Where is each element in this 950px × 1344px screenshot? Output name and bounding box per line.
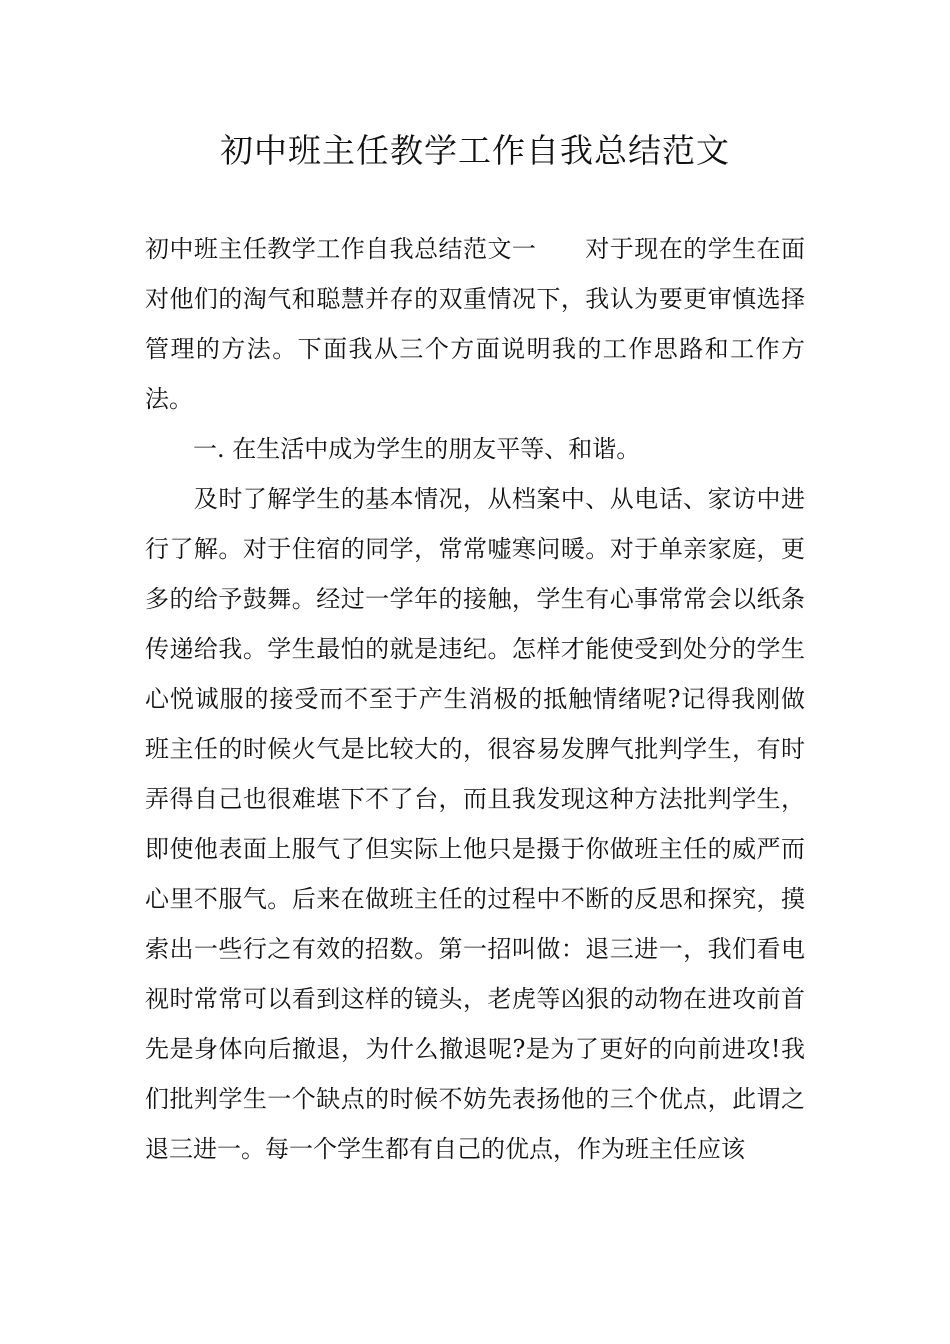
document-body (145, 224, 805, 1174)
document-title: 初中班主任教学工作自我总结范文 (220, 131, 730, 170)
paragraph-intro: 初中班主任教学工作自我总结范文一 对于现在的学生在面对他们的淘气和聪慧并存的双重情况下，我认为要更审慎选择管理的方法。下面我从三个方面说明我的工作思路和工作方法。 (145, 235, 805, 413)
paragraph-section-heading: 一. 在生活中成为学生的朋友平等、和谐。 (145, 435, 641, 463)
paragraph-body: 及时了解学生的基本情况，从档案中、从电话、家访中进行了解。对于住宿的同学，常常嘘寒问暖。对于单亲家庭，更多的给予鼓舞。经过一学年的接触，学生有心事常常会以纸条传递给我。学生最怕的就是违纪。怎样才能使受到处分的学生心悦诚服的接受而不至于产生消极的抵触情绪呢?记得我刚做班主任的时候火气是比较大的，很容易发脾气批判学生，有时弄得自己也很难堪下不了台，而且我发现这种方法批判学生，即使他表面上服气了但实际上他只是摄于你做班主任的威严而心里不服气。后来在做班主任的过程中不断的反思和探究，摸索出一些行之有效的招数。第一招叫做：退三进一，我们看电视时常常可以看到这样的镜头，老虎等凶狠的动物在进攻前首先是身体向后撤退，为什么撤退呢?是为了更好的向前进攻!我们批判学生一个缺点的时候不妨先表扬他的三个优点，此谓之退三进一。每一个学生都有自己的优点，作为班主任应该 (145, 485, 805, 1163)
